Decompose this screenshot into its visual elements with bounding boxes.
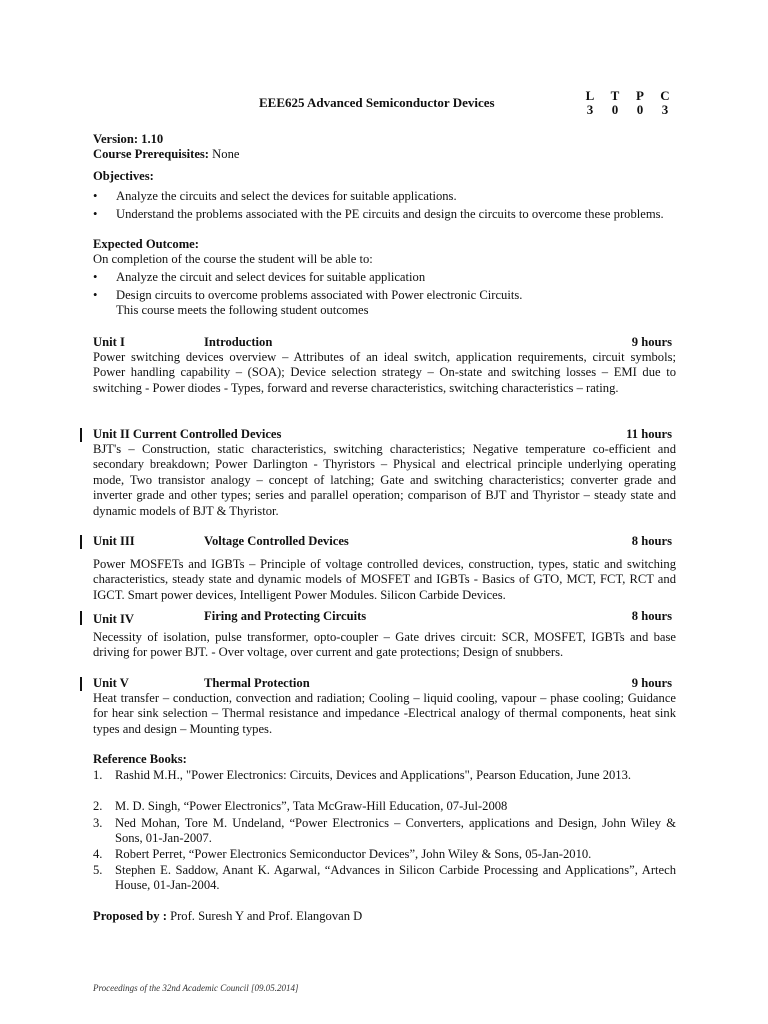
reference-text: Rashid M.H., "Power Electronics: Circuits, Devices and Applications", Pearson Education, June 2013. xyxy=(115,768,632,782)
unit-5-header xyxy=(93,676,676,692)
reference-number: 4. xyxy=(93,847,103,861)
unit-label: Unit I xyxy=(93,335,125,349)
unit-hours: 8 hours xyxy=(631,609,672,623)
unit-name: Introduction xyxy=(204,335,273,349)
unit-4-header xyxy=(93,609,676,625)
references-heading: Reference Books: xyxy=(93,752,187,766)
objective-item xyxy=(93,189,676,204)
ltpc-value-t: 0 xyxy=(611,102,619,117)
proposed-by-names: Prof. Suresh Y and Prof. Elangovan D xyxy=(170,909,363,923)
revision-bar xyxy=(80,535,82,549)
unit-3-header xyxy=(93,534,676,550)
unit-label: Unit III xyxy=(93,534,135,548)
reference-item xyxy=(93,768,676,783)
ltpc-label-l: L xyxy=(585,88,595,103)
ltpc-label-p: P xyxy=(636,88,644,103)
reference-item xyxy=(93,799,676,814)
outcome-intro: On completion of the course the student will be able to: xyxy=(93,252,373,266)
reference-item xyxy=(93,863,676,894)
unit-name: Voltage Controlled Devices xyxy=(204,534,349,548)
bullet-icon: • xyxy=(93,288,98,302)
ltpc-value-p: 0 xyxy=(636,102,644,117)
objective-text: Understand the problems associated with the PE circuits and design the circuits to overcome these problems. xyxy=(116,207,664,221)
outcome-item xyxy=(93,288,676,303)
prerequisites-value: None xyxy=(212,147,240,161)
revision-bar xyxy=(80,428,82,442)
bullet-icon: • xyxy=(93,270,98,284)
unit-2-content: BJT's – Construction, static characteristics, switching characteristics; Negative temperature co-efficient and secondary breakdown; Power Darlington - Thyristors – Physical and electrical principle underlying operating mode, Two transistor analogy – concept of latching; Gate and switching characteristics; converter grade and inverter grade and other types; series and parallel operation; comparison of BJT and Thyristor – steady state and dynamic models of BJT & Thyristor. xyxy=(93,442,676,518)
prerequisites-line xyxy=(93,147,239,162)
revision-bar xyxy=(80,611,82,625)
bullet-icon: • xyxy=(93,207,98,221)
objectives-heading: Objectives: xyxy=(93,169,154,183)
version-line xyxy=(93,132,163,147)
bullet-icon: • xyxy=(93,189,98,203)
unit-3-content: Power MOSFETs and IGBTs – Principle of voltage controlled devices, construction, types, static and switching characteristics, steady state and dynamic models of MOSFET and IGBTs - Basics of GTO, MCT, FCT, RCT and IGCT. Smart power devices, Intelligent Power Modules. Silicon Carbide Devices. xyxy=(93,557,676,602)
reference-number: 5. xyxy=(93,863,103,877)
unit-hours: 9 hours xyxy=(631,676,672,690)
outcome-note: This course meets the following student outcomes xyxy=(116,303,369,317)
ltpc-label-t: T xyxy=(610,88,620,103)
unit-1-header xyxy=(93,335,676,351)
unit-label: Unit IV xyxy=(93,612,134,626)
ltpc-value-c: 3 xyxy=(661,102,669,117)
reference-text: Ned Mohan, Tore M. Undeland, “Power Electronics – Converters, applications and Design, John Wiley & Sons, 01-Jan-2007. xyxy=(115,816,676,846)
outcome-text: Design circuits to overcome problems associated with Power electronic Circuits. xyxy=(116,288,523,302)
unit-name: Thermal Protection xyxy=(204,676,310,690)
reference-item xyxy=(93,816,676,847)
ltpc-label-c: C xyxy=(660,88,670,103)
unit-1-content: Power switching devices overview – Attributes of an ideal switch, application requirements, circuit symbols; Power handling capability – (SOA); Device selection strategy – On-state and switching losses – EMI due to switching - Power diodes - Types, forward and reverse characteristics, switching characteristics – rating. xyxy=(93,350,676,395)
unit-2-header xyxy=(93,427,676,443)
unit-hours: 11 hours xyxy=(626,427,672,441)
reference-number: 3. xyxy=(93,816,103,830)
revision-bar xyxy=(80,677,82,691)
reference-text: Robert Perret, “Power Electronics Semiconductor Devices”, John Wiley & Sons, 05-Jan-2010. xyxy=(115,847,592,861)
version-value: 1.10 xyxy=(141,132,164,146)
unit-hours: 9 hours xyxy=(631,335,672,349)
page-footer: Proceedings of the 32nd Academic Council [09.05.2014] xyxy=(93,983,299,993)
reference-text: M. D. Singh, “Power Electronics”, Tata McGraw-Hill Education, 07-Jul-2008 xyxy=(115,799,508,813)
outcome-text: Analyze the circuit and select devices for suitable application xyxy=(116,270,426,284)
unit-label: Unit II Current Controlled Devices xyxy=(93,427,282,441)
reference-number: 2. xyxy=(93,799,103,813)
proposed-by-line xyxy=(93,909,362,924)
ltpc-value-l: 3 xyxy=(586,102,594,117)
unit-4-content: Necessity of isolation, pulse transformer, opto-coupler – Gate drives circuit: SCR, MOSFET, IGBTs and base driving for power BJT. - Over voltage, over current and gate protections; Design of snubbers. xyxy=(93,630,676,660)
version-label: Version: xyxy=(93,132,139,146)
unit-5-content: Heat transfer – conduction, convection and radiation; Cooling – liquid cooling, vapour – phase cooling; Guidance for hear sink selection – Thermal resistance and impedance -Electrical analogy of thermal components, heat sink types and design – Mounting types. xyxy=(93,691,676,736)
outcome-heading: Expected Outcome: xyxy=(93,237,199,251)
unit-name: Firing and Protecting Circuits xyxy=(204,609,367,623)
reference-number: 1. xyxy=(93,768,103,782)
reference-text: Stephen E. Saddow, Anant K. Agarwal, “Advances in Silicon Carbide Processing and Applications”, Artech House, 01-Jan-2004. xyxy=(115,863,676,893)
course-title: EEE625 Advanced Semiconductor Devices xyxy=(259,95,495,110)
outcome-item xyxy=(93,270,676,285)
proposed-by-label: Proposed by : xyxy=(93,909,167,923)
reference-item xyxy=(93,847,676,862)
unit-hours: 8 hours xyxy=(631,534,672,548)
objective-text: Analyze the circuits and select the devices for suitable applications. xyxy=(116,189,457,203)
prerequisites-label: Course Prerequisites: xyxy=(93,147,210,161)
objective-item xyxy=(93,207,676,222)
unit-label: Unit V xyxy=(93,676,129,690)
